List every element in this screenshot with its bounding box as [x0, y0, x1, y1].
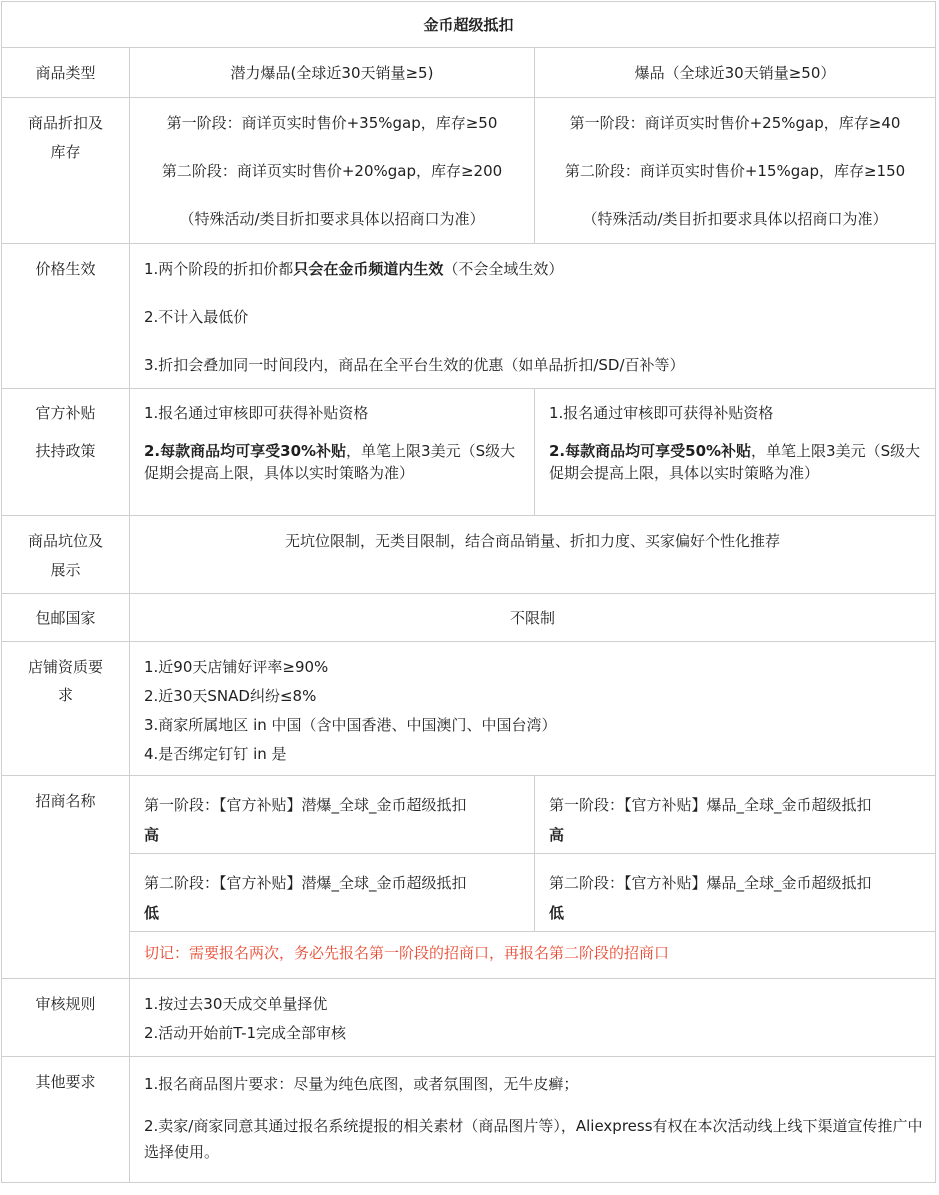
price-rule-1: 1.两个阶段的折扣价都只会在金币频道内生效（不会全域生效）	[144, 260, 564, 278]
row-other	[2, 1057, 936, 1183]
name-warning: 切记：需要报名两次，务必先报名第一阶段的招商口，再报名第二阶段的招商口	[130, 932, 936, 979]
list-item: 4.是否绑定钉钉 in 是	[144, 745, 287, 763]
row-name-stage1	[2, 776, 936, 854]
row-name-warning	[2, 932, 936, 979]
subsidy-potential: 1.报名通过审核即可获得补贴资格 2.每款商品均可享受30%补贴，单笔上限3美元（S级大促期会提高上限，具体以实时策略为准）	[130, 389, 535, 516]
name-potential-stage2: 第二阶段：【官方补贴】潜爆_全球_金币超级抵扣 低	[130, 854, 535, 932]
label-other: 其他要求	[2, 1057, 130, 1183]
price-rule-2: 2.不计入最低价	[144, 308, 249, 326]
row-store	[2, 642, 936, 776]
row-shipping	[2, 594, 936, 642]
row-name-stage2	[2, 854, 936, 932]
list-item: 1.近90天店铺好评率≥90%	[144, 658, 329, 676]
review-rules	[130, 979, 936, 1057]
label-review: 审核规则	[2, 979, 130, 1057]
table-title: 金币超级抵扣	[2, 2, 936, 48]
row-price	[2, 244, 936, 389]
price-rule-3: 3.折扣会叠加同一时间段内，商品在全平台生效的优惠（如单品折扣/SD/百补等）	[144, 356, 685, 374]
row-review	[2, 979, 936, 1057]
row-product-type	[2, 48, 936, 98]
label-price: 价格生效	[2, 244, 130, 389]
label-product-type: 商品类型	[2, 48, 130, 98]
store-requirements	[130, 642, 936, 776]
name-hot-stage1: 第一阶段：【官方补贴】爆品_全球_金币超级抵扣 高	[535, 776, 936, 854]
subsidy-hot: 1.报名通过审核即可获得补贴资格 2.每款商品均可享受50%补贴，单笔上限3美元（S级大促期会提高上限，具体以实时策略为准）	[535, 389, 936, 516]
name-hot-stage2: 第二阶段：【官方补贴】爆品_全球_金币超级抵扣 低	[535, 854, 936, 932]
other-requirement-2: 2.卖家/商家同意其通过报名系统提报的相关素材（商品图片等），Aliexpress有权在本次活动线上线下渠道宣传推广中选择使用。	[144, 1117, 923, 1161]
type-hot: 爆品（全球近30天销量≥50）	[535, 48, 936, 98]
row-slot	[2, 516, 936, 594]
label-name: 招商名称	[2, 776, 130, 979]
slot-text: 无坑位限制，无类目限制，结合商品销量、折扣力度、买家偏好个性化推荐	[130, 516, 936, 594]
label-subsidy: 官方补贴 扶持政策	[2, 389, 130, 516]
other-requirements	[130, 1057, 936, 1183]
type-potential: 潜力爆品(全球近30天销量≥5)	[130, 48, 535, 98]
price-rules	[130, 244, 936, 389]
list-item: 2.近30天SNAD纠纷≤8%	[144, 687, 317, 705]
label-shipping: 包邮国家	[2, 594, 130, 642]
list-item: 3.商家所属地区 in 中国（含中国香港、中国澳门、中国台湾）	[144, 716, 557, 734]
row-subsidy	[2, 389, 936, 516]
list-item: 2.活动开始前T-1完成全部审核	[144, 1024, 347, 1042]
name-potential-stage1: 第一阶段：【官方补贴】潜爆_全球_金币超级抵扣 高	[130, 776, 535, 854]
discount-hot: 第一阶段：商详页实时售价+25%gap，库存≥40 第二阶段：商详页实时售价+15%gap，库存≥150 （特殊活动/类目折扣要求具体以招商口为准）	[535, 98, 936, 244]
title-row	[2, 2, 936, 48]
shipping-text: 不限制	[130, 594, 936, 642]
policy-table	[1, 1, 936, 1183]
other-requirement-1: 1.报名商品图片要求：尽量为纯色底图，或者氛围图，无牛皮癣；	[144, 1075, 579, 1093]
label-discount: 商品折扣及 库存	[2, 98, 130, 244]
row-discount	[2, 98, 936, 244]
label-store: 店铺资质要 求	[2, 642, 130, 776]
list-item: 1.按过去30天成交单量择优	[144, 995, 328, 1013]
label-slot: 商品坑位及 展示	[2, 516, 130, 594]
discount-potential: 第一阶段：商详页实时售价+35%gap，库存≥50 第二阶段：商详页实时售价+20%gap，库存≥200 （特殊活动/类目折扣要求具体以招商口为准）	[130, 98, 535, 244]
